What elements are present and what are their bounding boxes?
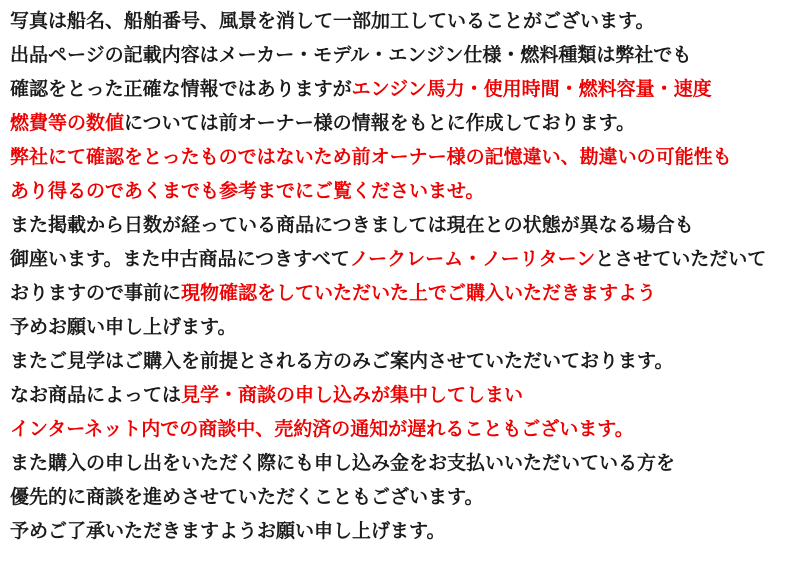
text-line: [10, 413, 792, 447]
text-line: [10, 447, 792, 481]
text-segment: またご見学はご購入を前提とされる方のみご案内させていただいております。: [10, 351, 674, 372]
text-line: [10, 209, 792, 243]
text-segment: 弊社にて確認をとったものではないため前オーナー様の記憶違い、勘違いの可能性も: [10, 147, 732, 168]
text-segment: インターネット内での商談中、売約済の通知が遅れることもございます。: [10, 419, 634, 440]
text-segment: 優先的に商談を進めさせていただくこともございます。: [10, 487, 484, 508]
text-line: [10, 141, 792, 175]
text-segment: 御座います。また中古商品につきすべて: [10, 249, 350, 270]
text-line: [10, 481, 792, 515]
text-segment: 写真は船名、船舶番号、風景を消して一部加工していることがございます。: [10, 11, 655, 32]
text-line: [10, 345, 792, 379]
text-segment: 現物確認をしていただいた上でご購入いただきますよう: [181, 283, 657, 304]
text-line: [10, 243, 792, 277]
text-segment: エンジン馬力・使用時間・燃料容量・速度: [351, 79, 712, 100]
text-segment: 見学・商談の申し込みが集中してしまい: [181, 385, 524, 406]
text-line: [10, 107, 792, 141]
text-segment: については前オーナー様の情報をもとに作成しております。: [124, 113, 636, 134]
text-line: [10, 73, 792, 107]
text-segment: また購入の申し出をいただく際にも申し込み金をお支払いいただいている方を: [10, 453, 676, 474]
text-line: [10, 277, 792, 311]
text-line: [10, 379, 792, 413]
text-segment: 予めお願い申し上げます。: [10, 317, 237, 338]
text-line: [10, 515, 792, 549]
text-segment: ノークレーム・ノーリターン: [349, 249, 596, 270]
text-segment: 出品ページの記載内容はメーカー・モデル・エンジン仕様・燃料種類は弊社でも: [10, 45, 692, 66]
text-segment: おりますので事前に: [10, 283, 182, 304]
text-segment: 確認をとった正確な情報ではありますが: [10, 79, 352, 100]
text-line: [10, 39, 792, 73]
text-segment: あり得るのであくまでも参考までにご覧くださいませ。: [10, 181, 485, 202]
text-line: [10, 175, 792, 209]
text-segment: なお商品によっては: [10, 385, 182, 406]
text-segment: 燃費等の数値: [10, 113, 125, 134]
text-line: [10, 5, 792, 39]
text-segment: とさせていただいて: [595, 249, 767, 270]
text-line: [10, 311, 792, 345]
text-segment: 予めご了承いただきますようお願い申し上げます。: [10, 521, 446, 542]
text-segment: また掲載から日数が経っている商品につきましては現在との状態が異なる場合も: [10, 215, 694, 236]
